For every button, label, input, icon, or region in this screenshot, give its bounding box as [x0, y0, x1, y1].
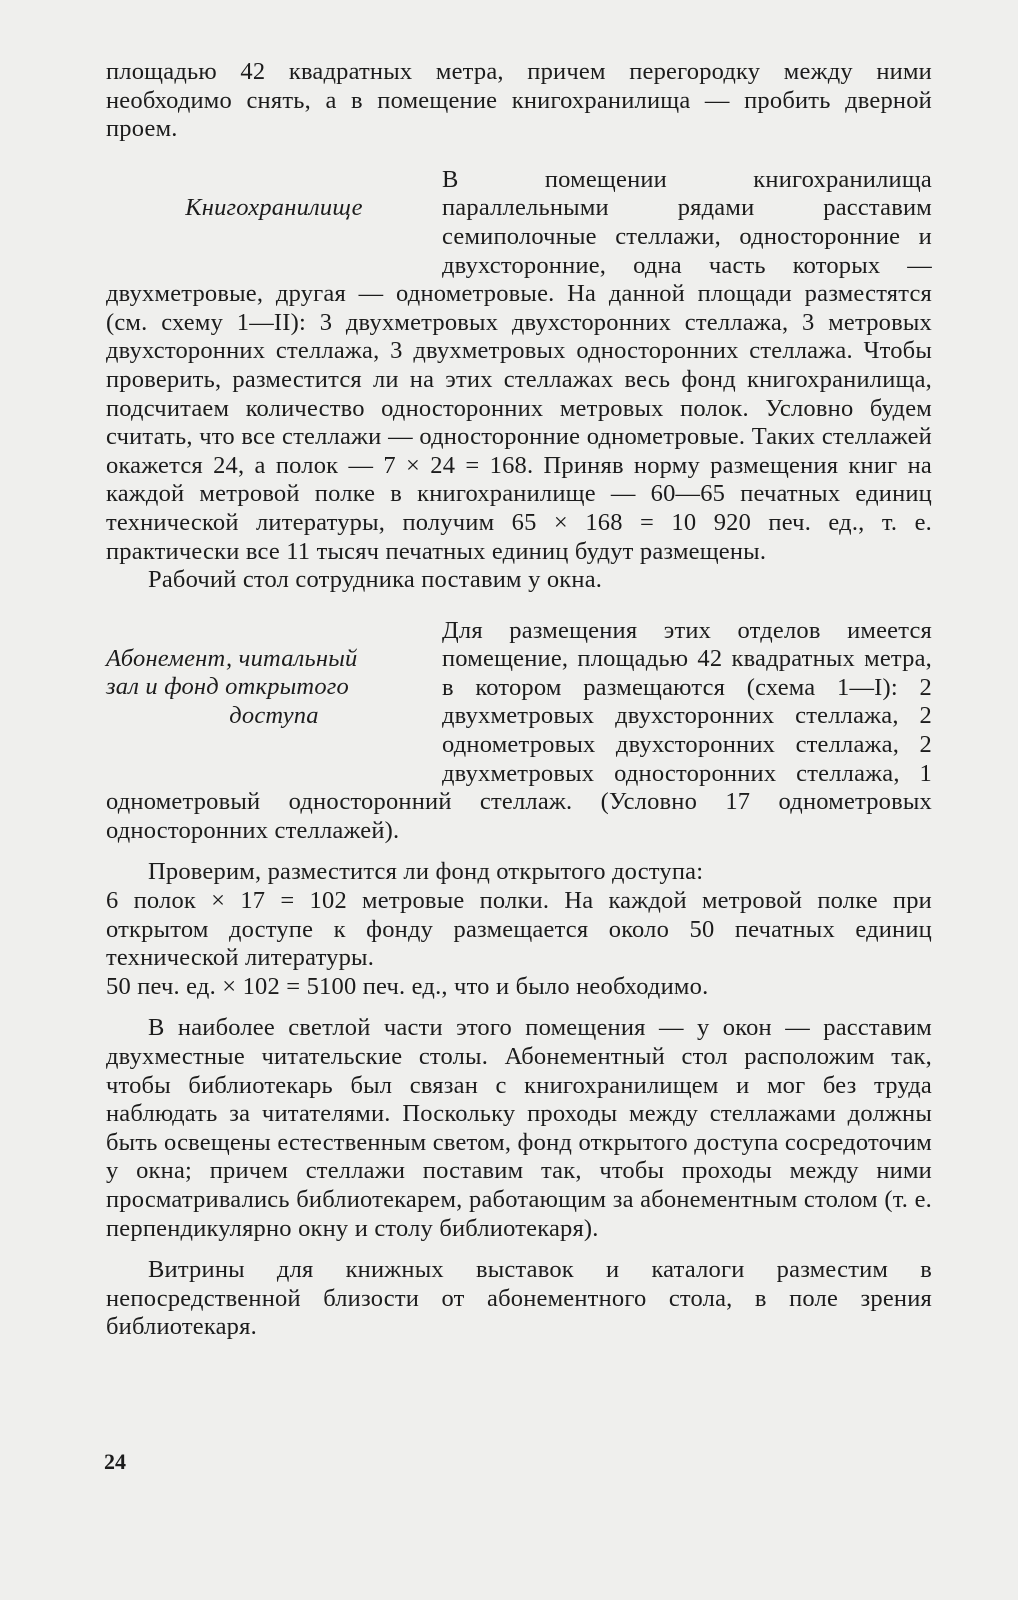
- page-number: 24: [104, 1449, 126, 1474]
- intro-paragraph: площадью 42 квадратных метра, причем перегородку между ними необходимо снять, а в помещение книгохранилища — пробить дверной проем.: [106, 58, 932, 143]
- reading-tables-paragraph: В наиболее светлой части этого помещения — у окон — расставим двухместные читательские столы. Абонементный стол расположим так, чтобы библиотекарь был связан с книгохранилищем и мог без труда наблюдать за читателями. Поскольку проходы между стеллажами должны быть освещены естественным светом, фонд открытого доступа сосредоточим у окна; причем стеллажи поставим так, чтобы проходы между ними просматривались библиотекарем, работающим за абонементным столом (т. е. перпендикулярно окну и столу библиотекаря).: [106, 1014, 932, 1242]
- page-body: [106, 58, 932, 1342]
- vitrines-paragraph: Витрины для книжных выставок и каталоги разместим в непосредственной близости от абонементного стола, в поле зрения библиотекаря.: [106, 1256, 932, 1341]
- section-book-storage: [106, 166, 932, 595]
- heading-line-1: Абонемент, читальный: [106, 644, 358, 672]
- heading-line-2: зал и фонд открытого: [106, 673, 349, 701]
- heading-line-3: доступа: [229, 701, 319, 729]
- section-heading-book-storage: [106, 166, 442, 260]
- section-loan-reading-room: [106, 617, 932, 1342]
- loan-room-paragraph: Для размещения этих отделов имеется помещение, площадью 42 квадратных метра, в котором размещаются (схема 1—I): 2 двухметровых двухсторонних стеллажа, 2 однометровых двухсторонних стеллажа, 2 двухметровых односторонних стеллажа, 1 однометровый односторонний стеллаж. (Условно 17 однометровых односторонних стеллажей).: [106, 616, 932, 844]
- calc-units: 50 печ. ед. × 102 = 5100 печ. ед., что и было необходимо.: [106, 972, 709, 1000]
- desk-paragraph: Рабочий стол сотрудника поставим у окна.: [148, 566, 603, 594]
- calc-shelves: 6 полок × 17 = 102 метровые полки. На каждой метровой полке при открытом доступе к фонду размещается около 50 печатных единиц технической литературы.: [106, 887, 932, 972]
- heading-line: Книгохранилище: [185, 193, 363, 221]
- section-heading-loan-reading-room: [106, 617, 442, 765]
- check-lead: Проверим, разместится ли фонд открытого доступа:: [148, 858, 704, 886]
- book-storage-paragraph: В помещении книгохранилища параллельными рядами расставим семиполочные стеллажи, односторонние и двухсторонние, одна часть которых — двухметровые, другая — однометровые. На данной площади разместятся (см. схему 1—II): 3 двухметровых двухсторонних стеллажа, 3 метровых двухсторонних стеллажа, 3 двухметровых односторонних стеллажа. Чтобы проверить, разместится ли на этих стеллажах весь фонд книгохранилища, подсчитаем количество односторонних метровых полок. Условно будем считать, что все стеллажи — односторонние однометровые. Таких стеллажей окажется 24, а полок — 7 × 24 = 168. Приняв норму размещения книг на каждой метровой полке в книгохранилище — 60—65 печатных единиц технической литературы, получим 65 × 168 = 10 920 печ. ед., т. е. практически все 11 тысяч печатных единиц будут размещены.: [106, 165, 932, 565]
